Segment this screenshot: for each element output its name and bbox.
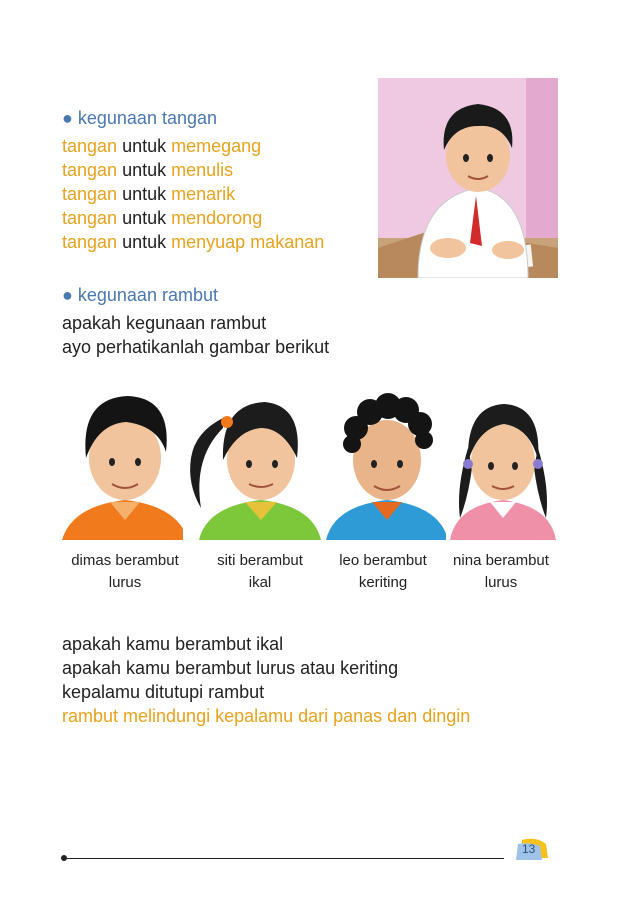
caption-dimas (55, 550, 195, 594)
hands-heading: ● kegunaan tangan (62, 108, 218, 128)
page-number-badge (516, 838, 550, 860)
hair-heading: ● kegunaan rambut (62, 285, 218, 305)
dimas-illustration (62, 388, 188, 540)
hands-subject: tangan (62, 184, 118, 204)
hair-intro-line: apakah kegunaan rambut (62, 313, 267, 333)
caption-line: ikal (248, 574, 272, 591)
hair-intro-line: ayo perhatikanlah gambar berikut (62, 337, 330, 357)
nina-illustration (446, 388, 560, 540)
hands-line (62, 206, 324, 230)
page-number: 13 (522, 842, 536, 856)
hands-line (62, 158, 324, 182)
caption-line: leo berambut (339, 552, 427, 569)
leo-illustration (326, 388, 448, 540)
hands-link: untuk (122, 184, 167, 204)
caption-line: keriting (358, 574, 408, 591)
question-line: apakah kamu berambut ikal (62, 634, 284, 654)
caption-nina (436, 550, 566, 594)
caption-line: siti berambut (217, 552, 303, 569)
hands-action: menyuap makanan (171, 232, 325, 252)
caption-siti (190, 550, 330, 594)
hands-subject: tangan (62, 136, 118, 156)
caption-line: lurus (108, 574, 142, 591)
hands-subject: tangan (62, 160, 118, 180)
caption-line: lurus (484, 574, 518, 591)
footer-rule-dot (61, 855, 67, 861)
question-line: apakah kamu berambut lurus atau keriting (62, 658, 399, 678)
footer-rule (64, 858, 504, 859)
hands-action: menarik (171, 184, 236, 204)
hands-link: untuk (122, 136, 167, 156)
hands-action: mendorong (171, 208, 263, 228)
hands-action: memegang (171, 136, 262, 156)
siti-illustration (183, 388, 323, 540)
hands-subject: tangan (62, 208, 118, 228)
hands-subject: tangan (62, 232, 118, 252)
hands-link: untuk (122, 232, 167, 252)
boy-writing-illustration (378, 78, 558, 278)
hands-line (62, 230, 324, 254)
hands-line (62, 182, 324, 206)
caption-line: dimas berambut (71, 552, 179, 569)
caption-line: nina berambut (453, 552, 549, 569)
hands-link: untuk (122, 160, 167, 180)
hands-line (62, 134, 324, 158)
hands-action: menulis (171, 160, 234, 180)
hands-list (62, 134, 324, 254)
caption-leo (318, 550, 448, 594)
hands-link: untuk (122, 208, 167, 228)
question-line: kepalamu ditutupi rambut (62, 682, 265, 702)
conclusion-line: rambut melindungi kepalamu dari panas dan dingin (62, 706, 471, 726)
